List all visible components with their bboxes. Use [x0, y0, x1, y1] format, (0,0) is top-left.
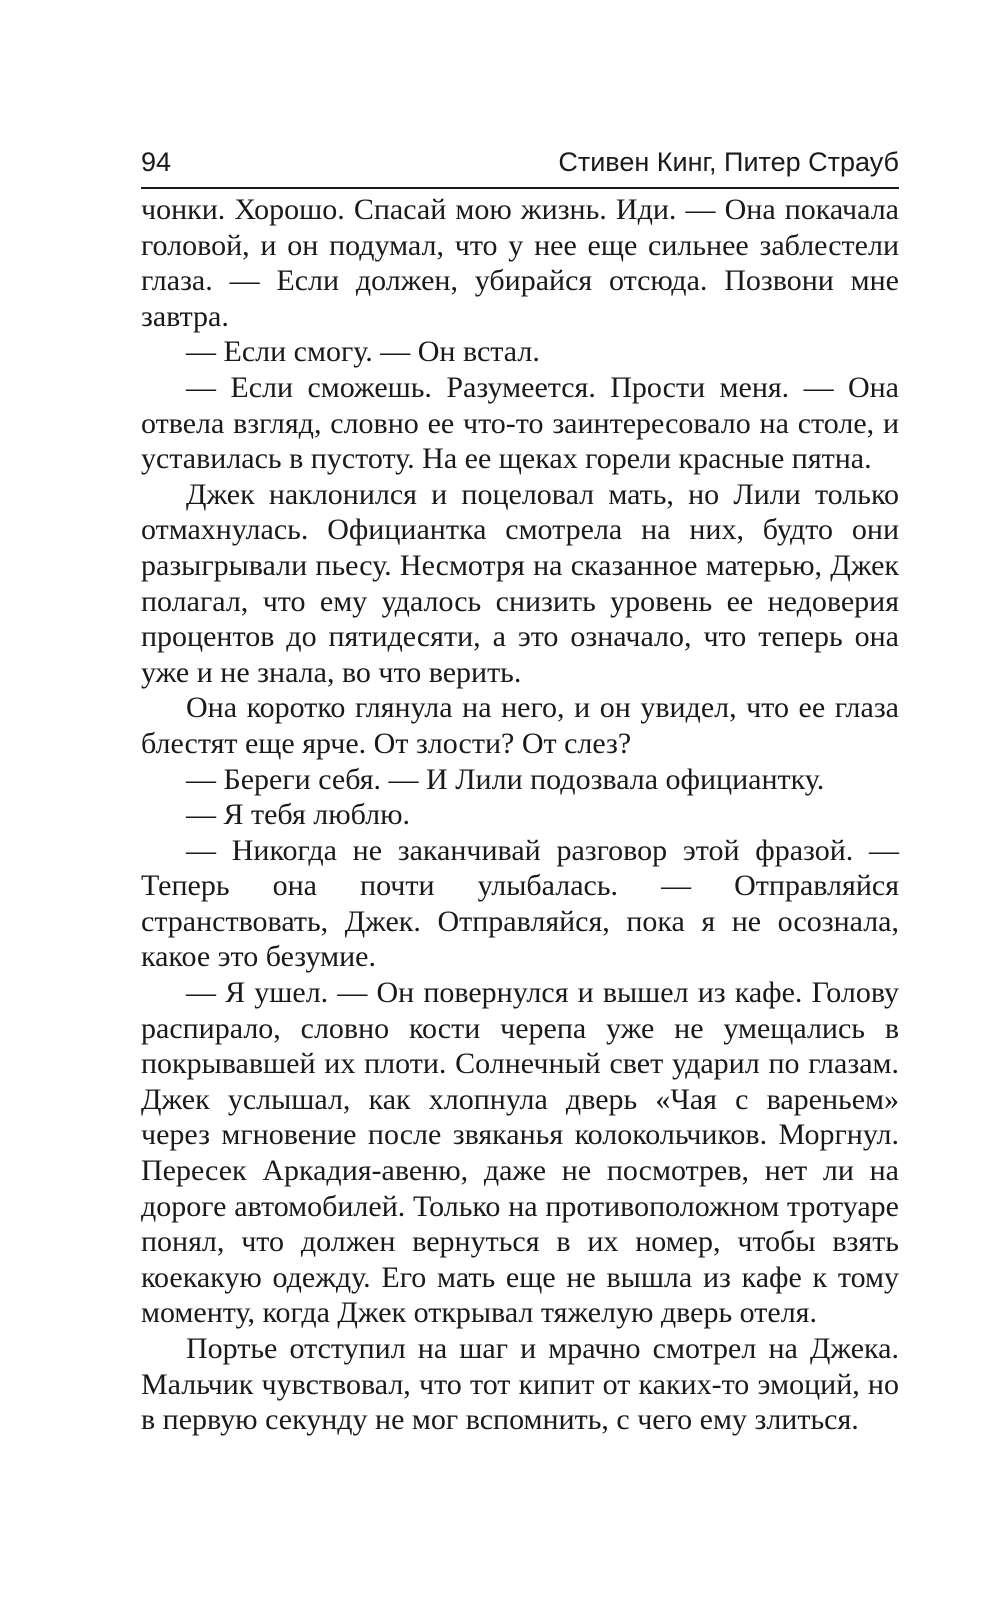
running-title: Стивен Кинг, Питер Страуб: [558, 147, 899, 177]
running-header: [141, 145, 899, 189]
paragraph: — Я тебя люблю.: [186, 798, 411, 832]
paragraph: — Береги себя. — И Лили подозвала официантку.: [186, 762, 825, 796]
paragraph: Портье отступил на шаг и мрачно смотрел на Джека. Мальчик чувствовал, что тот кипит от каких-то эмоций, но в первую секунду не мог вспомнить, с чего ему злиться.: [141, 1332, 899, 1437]
body-text: [141, 192, 899, 1438]
paragraph: — Никогда не заканчивай разговор этой фразой. — Теперь она почти улыбалась. — Отправляйся странствовать, Джек. Отправляйся, пока я не осознала, какое это безумие.: [141, 833, 899, 974]
paragraph: Джек наклонился и поцеловал мать, но Лили только отмахнулась. Официантка смотрела на них, будто они разыгрывали пьесу. Несмотря на сказанное матерью, Джек полагал, что ему удалось снизить уровень ее недоверия процентов до пятидесяти, а это означало, что теперь она уже и не знала, во что верить.: [141, 477, 899, 689]
page-number: 94: [141, 147, 172, 177]
paragraph: — Я ушел. — Он повернулся и вышел из кафе. Голову распирало, словно кости черепа уже не умещались в покрывавшей их плоти. Солнечный свет ударил по глазам. Джек услышал, как хлопнула дверь «Чая с вареньем» через мгновение после звяканья колокольчиков. Моргнул. Пересек Аркадия-авеню, даже не посмотрев, нет ли на дороге автомобилей. Только на противоположном тротуаре понял, что должен вернуться в их номер, чтобы взять коекакую одежду. Его мать еще не вышла из кафе к тому моменту, когда Джек открывал тяжелую дверь отеля.: [141, 976, 899, 1330]
paragraph: Она коротко глянула на него, и он увидел, что ее глаза блестят еще ярче. От злости? От слез?: [141, 691, 899, 760]
paragraph: чонки. Хорошо. Спасай мою жизнь. Иди. — Она покачала головой, и он подумал, что у нее еще сильнее заблестели глаза. — Если должен, убирайся отсюда. Позвони мне завтра.: [141, 193, 899, 333]
paragraph: — Если смогу. — Он встал.: [186, 335, 540, 369]
paragraph: — Если сможешь. Разумеется. Прости меня. — Она отвела взгляд, словно ее что-то заинтересовало на столе, и уставилась в пустоту. На ее щеках горели красные пятна.: [141, 370, 899, 476]
